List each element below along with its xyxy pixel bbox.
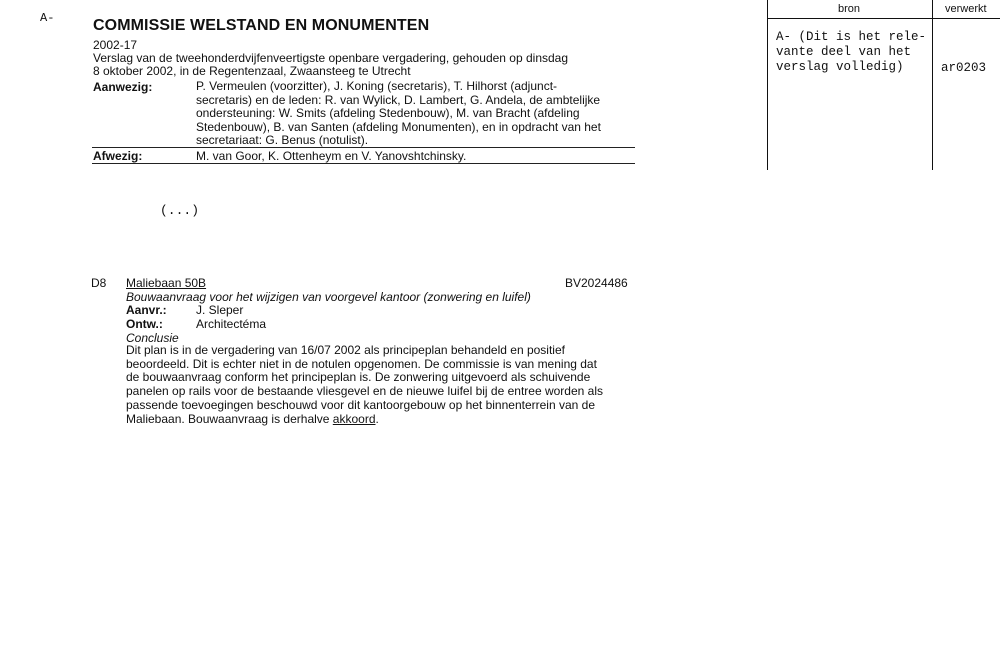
present-line: secretariaat: G. Benus (notulist). — [196, 133, 369, 148]
present-line: Stedenbouw), B. van Santen (afdeling Monumenten), en in opdracht van het — [196, 119, 601, 134]
applicant-value: J. Sleper — [196, 303, 244, 317]
case-description: Bouwaanvraag voor het wijzigen van voorgevel kantoor (zonwering en luifel) — [126, 290, 531, 304]
present-label: Aanwezig: — [93, 80, 153, 94]
source-line: verslag volledig) — [776, 60, 904, 74]
present-line: ondersteuning: W. Smits (afdeling Stedenbouw), M. van Bracht (afdeling — [196, 106, 580, 121]
present-list — [196, 80, 636, 148]
meeting-number: 2002-17 — [93, 38, 138, 52]
designer-value: Architectéma — [196, 317, 267, 331]
table-border-left — [767, 0, 768, 170]
body-line: passende toevoegingen beschouwd voor dit kantoorgebouw op het binnenterrein van de — [126, 397, 596, 412]
source-cell — [776, 30, 926, 75]
body-last-line — [126, 413, 646, 427]
body-line: panelen op rails voor de bestaande vliesgevel en de nieuwe luifel bij de entree worden als — [126, 384, 603, 399]
document-title: COMMISSIE WELSTAND EN MONUMENTEN — [93, 17, 430, 34]
case-number: BV2024486 — [565, 276, 628, 290]
processed-cell: ar0203 — [941, 61, 987, 75]
margin-mark: A- — [40, 11, 55, 25]
omission-marker: (...) — [160, 203, 200, 218]
case-address: Maliebaan 50B — [126, 276, 207, 290]
body-last-line-end: . — [375, 411, 379, 426]
applicant-label: Aanvr.: — [126, 303, 167, 317]
body-line: Dit plan is in de vergadering van 16/07 2002 als principeplan behandeld en positief — [126, 343, 565, 357]
source-line: vante deel van het — [776, 45, 912, 59]
conclusion-heading: Conclusie — [126, 331, 179, 345]
source-line: A- (Dit is het rele- — [776, 30, 927, 44]
table-header-rule — [767, 18, 1000, 19]
table-border-middle — [932, 0, 933, 170]
conclusion-body — [126, 344, 646, 426]
case-id: D8 — [91, 276, 107, 290]
meeting-subtitle-line-2: 8 oktober 2002, in de Regentenzaal, Zwaansteeg te Utrecht — [93, 64, 411, 78]
meeting-subtitle-line-1: Verslag van de tweehonderdvijfenveertigste openbare vergadering, gehouden op dinsdag — [93, 51, 569, 65]
designer-label: Ontw.: — [126, 317, 163, 331]
body-line: beoordeeld. Dit is echter niet in de notulen opgenomen. De commissie is van mening dat — [126, 356, 597, 371]
absent-label: Afwezig: — [93, 149, 143, 163]
body-last-line-text: Maliebaan. Bouwaanvraag is derhalve — [126, 411, 333, 426]
column-header-source: bron — [838, 3, 861, 15]
header-bottom-rule — [92, 163, 635, 164]
present-line: P. Vermeulen (voorzitter), J. Koning (secretaris), T. Hilhorst (adjunct- — [196, 79, 558, 93]
verdict: akkoord — [332, 411, 376, 426]
present-line: secretaris) en de leden: R. van Wylick, D. Lambert, G. Andela, de ambtelijke — [196, 92, 601, 107]
column-header-processed: verwerkt — [945, 3, 987, 15]
absent-list: M. van Goor, K. Ottenheym en V. Yanovshtchinsky. — [196, 149, 467, 163]
divider-line — [92, 147, 635, 148]
body-line: de bouwaanvraag conform het principeplan is. De zonwering uitgevoerd als schuivende — [126, 370, 591, 385]
